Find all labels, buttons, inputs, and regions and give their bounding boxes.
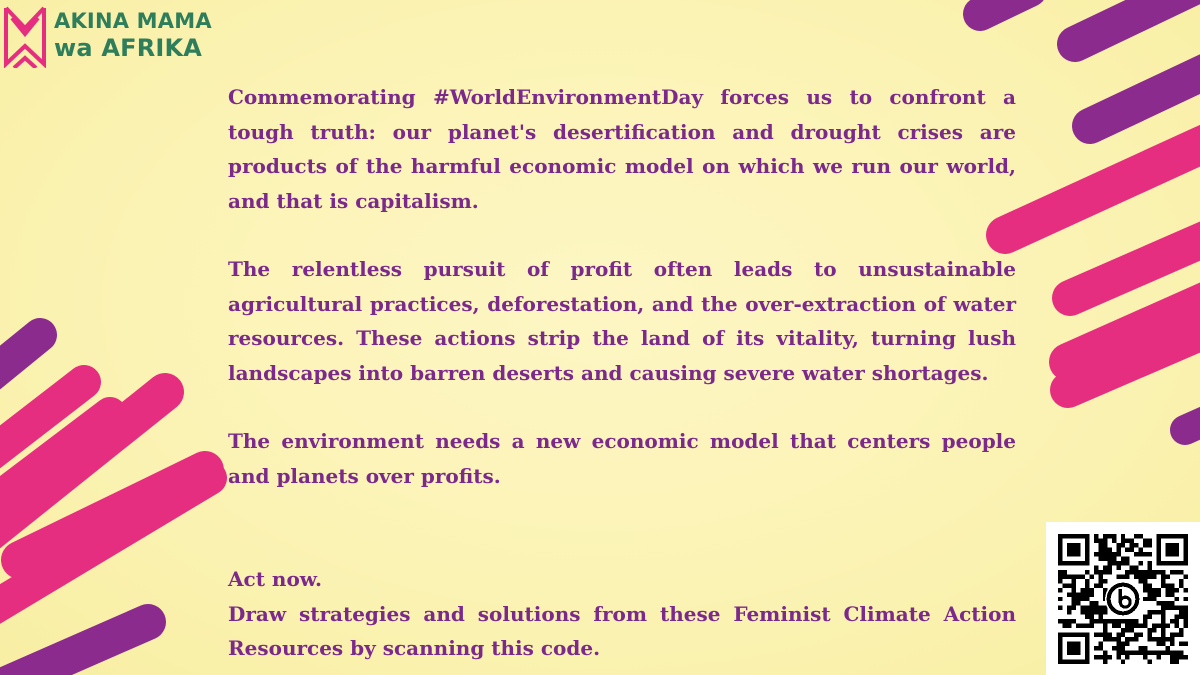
call-to-action-heading: Act now. <box>228 567 322 591</box>
logo-line-2: wa AFRIKA <box>54 34 203 62</box>
call-to-action-text: Draw strategies and solutions from these Feminist Climate Action Resources by scanning this code. <box>228 601 1016 660</box>
organization-logo <box>0 4 212 68</box>
statement-text <box>228 80 1016 666</box>
qr-code[interactable] <box>1046 522 1200 675</box>
paragraph-2: The relentless pursuit of profit often leads to unsustainable agricultural practices, deforestation, and the over-extraction of water resources. These actions strip the land of its vitality, turning lush landscapes into barren deserts and causing severe water shortages. <box>228 257 1016 385</box>
akina-mama-mark-icon <box>2 4 48 68</box>
qr-code-icon <box>1058 534 1188 664</box>
bitly-logo-icon <box>1105 581 1141 617</box>
paragraph-3: The environment needs a new economic model that centers people and planets over profits. <box>228 429 1016 488</box>
logo-line-1: AKINA MAMA <box>54 9 212 33</box>
paragraph-1: Commemorating #WorldEnvironmentDay forces us to confront a tough truth: our planet's desertification and drought crises are products of the harmful economic model on which we run our world, and that is capitalism. <box>228 85 1016 213</box>
logo-wordmark <box>54 8 212 62</box>
